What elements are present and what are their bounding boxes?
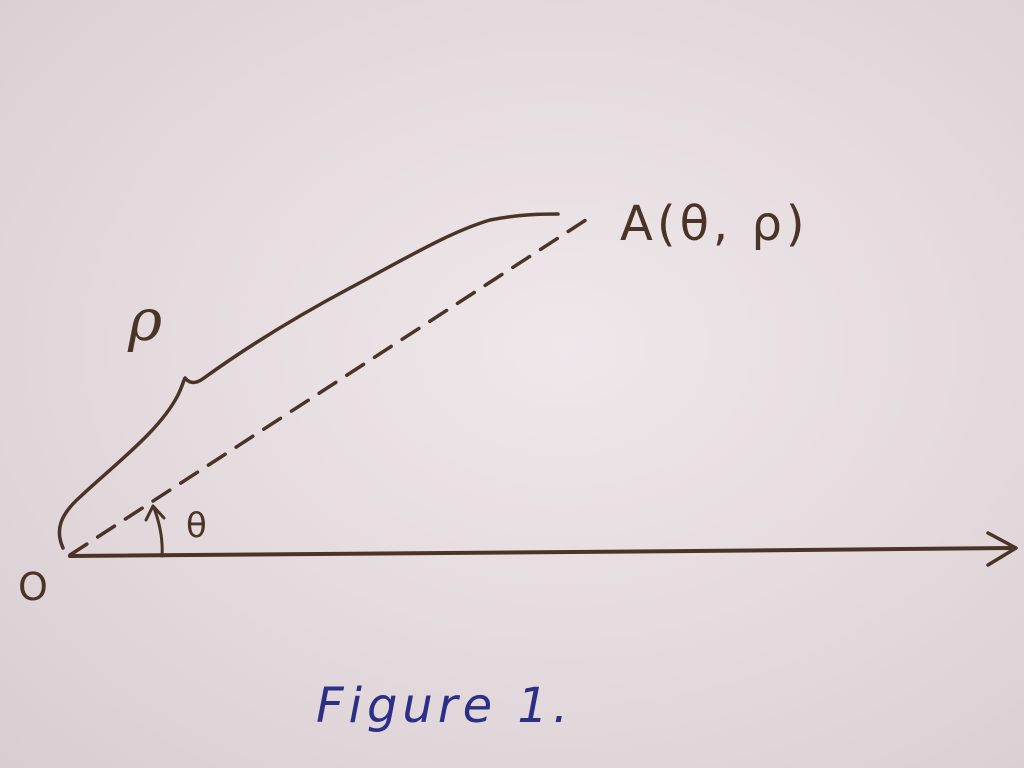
figure-caption: Figure 1. bbox=[316, 678, 574, 734]
point-a-label: A(θ, ρ) bbox=[620, 196, 809, 252]
radius-dashed-line bbox=[70, 216, 592, 555]
theta-label: θ bbox=[186, 506, 207, 546]
origin-label: O bbox=[18, 565, 48, 609]
polar-axis-line bbox=[70, 548, 1010, 556]
rho-label: ρ bbox=[128, 286, 163, 354]
rho-brace bbox=[59, 214, 558, 548]
